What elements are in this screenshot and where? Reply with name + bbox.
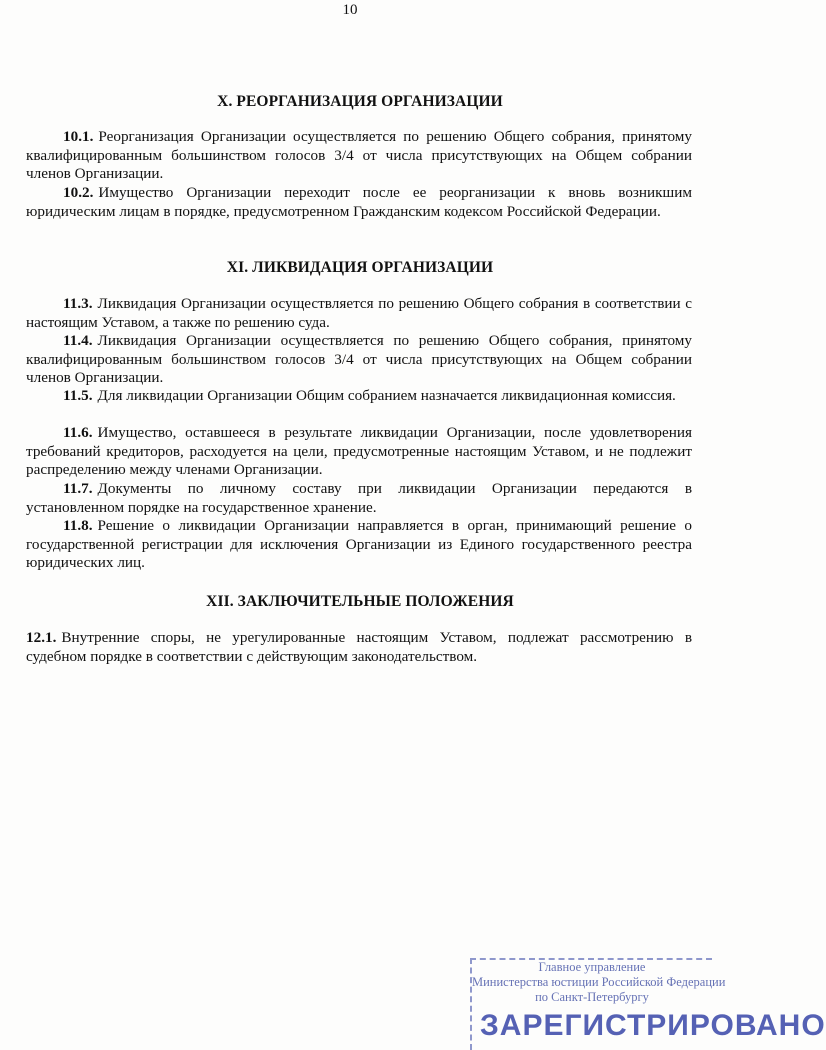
clause-10-1 (26, 128, 692, 184)
stamp-line-1: Главное управление (538, 960, 646, 974)
clause-text: Решение о ликвидации Организации направляется в орган, принимающий решение о государственной регистрации для исключения Организации из Единого государственного реестра юридических лиц. (26, 517, 692, 572)
clause-10-2 (26, 184, 692, 221)
clause-text: Для ликвидации Организации Общим собранием назначается ликвидационная комиссия. (97, 387, 676, 404)
clause-text: Документы по личному составу при ликвидации Организации передаются в установленном порядке на государственное хранение. (26, 480, 692, 516)
section-heading-liquidation: XI. ЛИКВИДАЦИЯ ОРГАНИЗАЦИИ (226, 259, 494, 276)
clause-text: Имущество, оставшееся в результате ликвидации Организации, после удовлетворения требований кредиторов, расходуется на цели, предусмотренные настоящим Уставом, и не подлежит распределению между членами Организации. (26, 424, 692, 479)
clause-number: 11.4. (63, 332, 93, 349)
clause-number: 11.5. (63, 387, 93, 404)
clause-number: 11.7. (63, 480, 93, 497)
clause-number: 11.3. (63, 295, 93, 312)
clause-text: Внутренние споры, не урегулированные настоящим Уставом, подлежат рассмотрению в судебном порядке в соответствии с действующим законодательством. (26, 629, 692, 665)
stamp-line-3: по Санкт-Петербургу (535, 990, 649, 1004)
clause-12-1 (26, 629, 692, 666)
stamp-registered-text: ЗАРЕГИСТРИРОВАНО (480, 1009, 826, 1042)
clause-number: 10.1. (63, 128, 94, 145)
clause-11-3 (26, 295, 692, 332)
clause-11-5 (26, 387, 692, 406)
clause-number: 11.8. (63, 517, 93, 534)
registration-stamp (470, 958, 826, 1050)
clause-11-7 (26, 480, 692, 517)
clause-number: 10.2. (63, 184, 94, 201)
section-heading-final-provisions: XII. ЗАКЛЮЧИТЕЛЬНЫЕ ПОЛОЖЕНИЯ (206, 593, 514, 610)
clause-number: 11.6. (63, 424, 93, 441)
clause-11-8 (26, 517, 692, 573)
section-heading-reorganization: X. РЕОРГАНИЗАЦИЯ ОРГАНИЗАЦИИ (217, 93, 503, 110)
clause-11-6 (26, 424, 692, 480)
stamp-line-2: Министерства юстиции Российской Федерации (472, 975, 726, 989)
clause-number: 12.1. (26, 629, 57, 646)
clause-text: Ликвидация Организации осуществляется по решению Общего собрания в соответствии с настоящим Уставом, а также по решению суда. (26, 295, 692, 331)
clause-text: Имущество Организации переходит после ее реорганизации к вновь возникшим юридическим лицам в порядке, предусмотренном Гражданским кодексом Российской Федерации. (26, 184, 692, 220)
clause-11-4 (26, 332, 692, 388)
page-number: 10 (342, 2, 358, 18)
clause-text: Ликвидация Организации осуществляется по решению Общего собрания, принятому квалифицированным большинством голосов 3/4 от числа присутствующих на Общем собрании членов Организации. (26, 332, 692, 387)
clause-text: Реорганизация Организации осуществляется по решению Общего собрания, принятому квалифицированным большинством голосов 3/4 от числа присутствующих на Общем собрании членов Организации. (26, 128, 692, 183)
